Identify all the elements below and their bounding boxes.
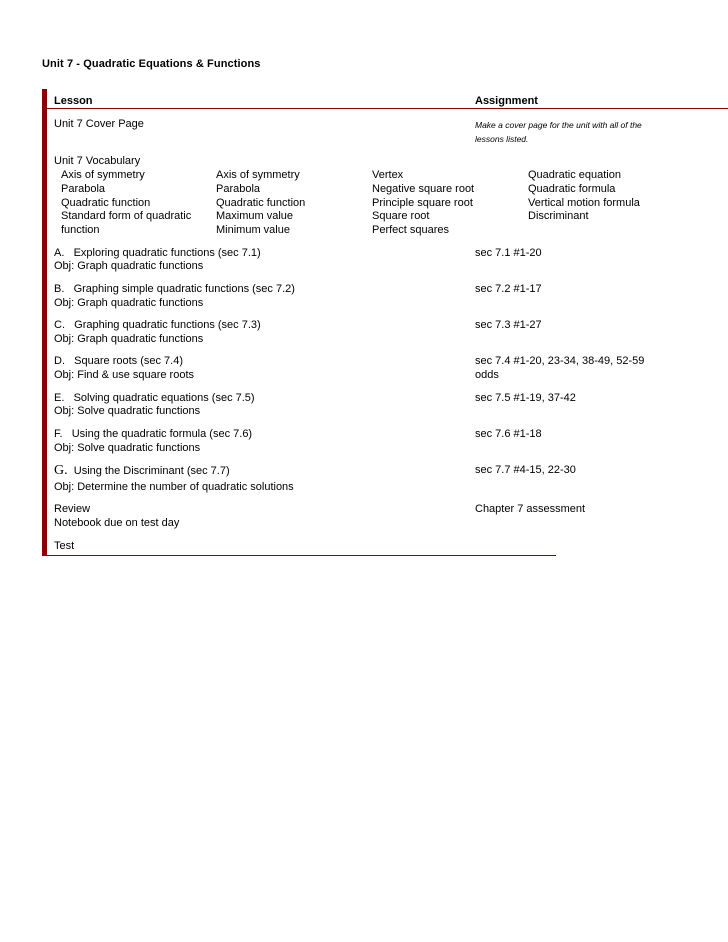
lesson-title: [54, 354, 183, 368]
lesson-title-text: Using the Discriminant (sec 7.7): [73, 465, 230, 477]
lesson-title-text: Using the quadratic formula (sec 7.6): [71, 428, 253, 440]
lesson-title-text: Graphing quadratic functions (sec 7.3): [74, 319, 261, 331]
review-assignment: Chapter 7 assessment: [475, 503, 586, 515]
assignment-column-header: Assignment: [475, 95, 538, 107]
lesson-letter: G.: [54, 463, 68, 478]
vocab-term: Quadratic equation: [528, 169, 621, 181]
lesson-assignment: sec 7.1 #1-20: [475, 247, 542, 259]
lesson-title: [54, 282, 295, 296]
vocab-term: Vertical motion formula: [528, 197, 640, 209]
lesson-title-text: Solving quadratic equations (sec 7.5): [73, 392, 255, 404]
vocab-term: Parabola: [61, 183, 106, 195]
lesson-assignment: sec 7.5 #1-19, 37-42: [475, 392, 576, 404]
lesson-assignment-cont: odds: [475, 369, 499, 381]
lesson-letter: E.: [54, 392, 65, 404]
vocab-term: Perfect squares: [372, 224, 450, 236]
vocab-term: Maximum value: [216, 210, 294, 222]
page-title: Unit 7 - Quadratic Equations & Functions: [42, 58, 261, 70]
vocab-term: Axis of symmetry: [216, 169, 300, 181]
cover-assignment-line1: Make a cover page for the unit with all of the: [475, 120, 642, 130]
lesson-assignment: sec 7.6 #1-18: [475, 428, 542, 440]
lesson-assignment: sec 7.2 #1-17: [475, 283, 542, 295]
cover-lesson: Unit 7 Cover Page: [54, 118, 144, 130]
lesson-objective: Obj: Graph quadratic functions: [54, 297, 204, 309]
vocab-term: Standard form of quadratic: [61, 210, 192, 222]
vocab-term: function: [61, 224, 100, 236]
lesson-title: [54, 391, 255, 405]
vocab-term: Principle square root: [372, 197, 473, 209]
vocab-term: Quadratic function: [61, 197, 151, 209]
test-label: Test: [54, 540, 75, 552]
lesson-column-header: Lesson: [54, 95, 93, 107]
table-left-border: [42, 89, 47, 555]
vocab-term: Axis of symmetry: [61, 169, 145, 181]
vocab-term: Vertex: [372, 169, 404, 181]
vocab-term: Square root: [372, 210, 430, 222]
lesson-objective: Obj: Graph quadratic functions: [54, 333, 204, 345]
lesson-title: [54, 464, 230, 478]
lesson-assignment: sec 7.4 #1-20, 23-34, 38-49, 52-59: [475, 355, 645, 367]
lesson-objective: Obj: Determine the number of quadratic solutions: [54, 481, 294, 493]
lesson-objective: Obj: Find & use square roots: [54, 369, 195, 381]
vocab-term: Parabola: [216, 183, 261, 195]
lesson-letter: A.: [54, 247, 65, 259]
vocab-term: Quadratic function: [216, 197, 306, 209]
vocab-term: Quadratic formula: [528, 183, 616, 195]
lesson-letter: F.: [54, 428, 63, 440]
lesson-title: [54, 246, 261, 260]
lesson-letter: D.: [54, 355, 65, 367]
lesson-title-text: Graphing simple quadratic functions (sec 7.2): [73, 283, 295, 295]
header-divider: [42, 108, 728, 109]
lesson-objective: Obj: Solve quadratic functions: [54, 442, 201, 454]
vocab-term: Negative square root: [372, 183, 475, 195]
lesson-assignment: sec 7.7 #4-15, 22-30: [475, 464, 576, 476]
vocab-term: Discriminant: [528, 210, 589, 222]
vocab-term: Minimum value: [216, 224, 290, 236]
cover-assignment-line2: lessons listed.: [475, 134, 529, 144]
lesson-title-text: Square roots (sec 7.4): [74, 355, 184, 367]
lesson-objective: Obj: Solve quadratic functions: [54, 405, 201, 417]
vocab-title: Unit 7 Vocabulary: [54, 155, 141, 167]
lesson-assignment: sec 7.3 #1-27: [475, 319, 542, 331]
table-bottom-border: [42, 555, 556, 556]
lesson-title: [54, 427, 252, 441]
lesson-letter: B.: [54, 283, 65, 295]
lesson-title-text: Exploring quadratic functions (sec 7.1): [73, 247, 261, 259]
lesson-title: [54, 318, 261, 332]
review-label: Review: [54, 503, 91, 515]
review-note: Notebook due on test day: [54, 517, 180, 529]
lesson-letter: C.: [54, 319, 65, 331]
lesson-objective: Obj: Graph quadratic functions: [54, 260, 204, 272]
